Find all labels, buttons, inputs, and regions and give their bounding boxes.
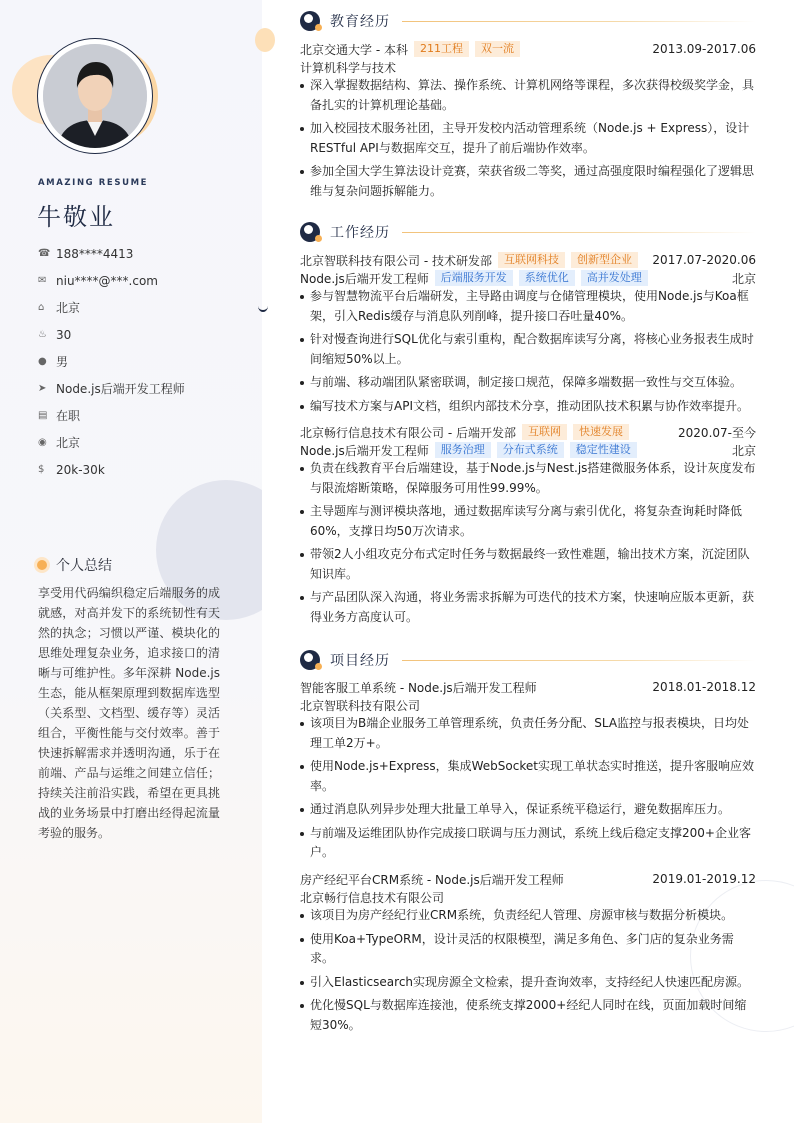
project-company: 北京智联科技有限公司 xyxy=(300,698,421,713)
project-row xyxy=(300,678,756,696)
location-row xyxy=(38,429,185,456)
tag: 后端服务开发 xyxy=(435,270,513,286)
home-text: 北京 xyxy=(56,301,81,315)
company-name: 北京畅行信息技术有限公司 - 后端开发部 xyxy=(300,425,516,440)
work-header xyxy=(300,222,756,242)
project-row xyxy=(300,870,756,888)
phone-row xyxy=(38,240,185,267)
education-title: 教育经历 xyxy=(330,14,390,30)
education-period: 2013.09-2017.06 xyxy=(652,42,756,56)
project-company: 北京畅行信息技术有限公司 xyxy=(300,890,445,905)
projects-title: 项目经历 xyxy=(330,653,390,669)
salary-row xyxy=(38,456,185,483)
job-city: 北京 xyxy=(731,271,756,286)
tag: 创新型企业 xyxy=(571,252,638,268)
decor-arc xyxy=(258,300,268,312)
job-period: 2017.07-2020.06 xyxy=(652,253,756,267)
location-text: 北京 xyxy=(56,436,81,450)
status-row xyxy=(38,402,185,429)
gender-icon: ● xyxy=(38,356,47,367)
tag: 双一流 xyxy=(475,41,520,57)
resume-tagline: AMAZING RESUME xyxy=(38,178,149,188)
project-period: 2019.01-2019.12 xyxy=(652,872,756,886)
major-row xyxy=(300,58,756,76)
project-period: 2018.01-2018.12 xyxy=(652,680,756,694)
summary-text: 享受用代码编织稳定后端服务的成就感，对高并发下的系统韧性有天然的执念；习惯以严谨、模块化的思维处理复杂业务，追求接口的清晰与可维护性。多年深耕 Node.js 生态，能从框架原理到数据库选型（关系型、文档型、缓存等）灵活组合，平衡性能与交付效率。善于快速拆解需求并透明沟通，乐于在前端、产品与运维之间建立信任；持续关注前沿实践，希望在更具挑战的业务场景中打磨出经得起流量考验的服务。 xyxy=(38,586,220,840)
age-icon: ♨ xyxy=(38,329,47,340)
avatar xyxy=(43,44,147,148)
position-icon: ➤ xyxy=(38,383,47,394)
project-bullets xyxy=(300,906,756,1039)
list-item: 优化慢SQL与数据库连接池，使系统支撑2000+经纪人同时在线，页面加载时间缩短30%。 xyxy=(300,996,756,1035)
list-item: 参加全国大学生算法设计竞赛，荣获省级二等奖，通过高强度限时编程强化了逻辑思维与复杂问题拆解能力。 xyxy=(300,162,756,201)
summary-title: 个人总结 xyxy=(56,558,112,574)
list-item: 与产品团队深入沟通，将业务需求拆解为可迭代的技术方案，快速响应版本更新，获得业务方高度认可。 xyxy=(300,588,756,627)
tag: 高并发处理 xyxy=(581,270,648,286)
summary-heading xyxy=(37,555,112,575)
school-name: 北京交通大学 - 本科 xyxy=(300,42,408,57)
list-item: 引入Elasticsearch实现房源全文检索，提升查询效率，支持经纪人快速匹配房源。 xyxy=(300,973,756,993)
job-period: 2020.07-至今 xyxy=(678,425,756,440)
job-role: Node.js后端开发工程师 xyxy=(300,271,429,286)
salary-text: 20k-30k xyxy=(56,462,105,477)
divider xyxy=(402,21,756,22)
section-icon xyxy=(300,650,320,670)
phone-text: 188****4413 xyxy=(56,246,134,261)
job-city: 北京 xyxy=(731,443,756,458)
job-role-row xyxy=(300,441,756,459)
bullet-dot-icon xyxy=(37,560,47,570)
tag: 互联网科技 xyxy=(498,252,565,268)
education-header xyxy=(300,11,756,31)
tag: 快速发展 xyxy=(573,424,629,440)
project-bullets xyxy=(300,714,756,867)
work-title: 工作经历 xyxy=(330,225,390,241)
list-item: 深入掌握数据结构、算法、操作系统、计算机网络等课程，多次获得校级奖学金，具备扎实的计算机理论基础。 xyxy=(300,76,756,115)
job-company-row xyxy=(300,251,756,269)
age-text: 30 xyxy=(56,327,72,342)
list-item: 使用Koa+TypeORM，设计灵活的权限模型，满足多角色、多门店的复杂业务需求。 xyxy=(300,930,756,969)
avatar-photo xyxy=(43,44,147,148)
list-item: 主导题库与测评模块落地，通过数据库读写分离与索引优化，将复杂查询耗时降低60%，支撑日均50万次请求。 xyxy=(300,502,756,541)
project-company-row xyxy=(300,696,756,714)
section-icon xyxy=(300,11,320,31)
list-item: 与前端、移动端团队紧密联调，制定接口规范，保障多端数据一致性与交互体验。 xyxy=(300,373,756,393)
list-item: 该项目为B端企业服务工单管理系统，负责任务分配、SLA监控与报表模块，日均处理工单2万+。 xyxy=(300,714,756,753)
tag: 互联网 xyxy=(522,424,567,440)
list-item: 该项目为房产经纪行业CRM系统，负责经纪人管理、房源审核与数据分析模块。 xyxy=(300,906,756,926)
major: 计算机科学与技术 xyxy=(300,60,397,75)
email-icon: ✉ xyxy=(38,275,47,286)
list-item: 负责在线教育平台后端建设，基于Node.js与Nest.js搭建微服务体系，设计灰度发布与限流熔断策略，保障服务可用性99.99%。 xyxy=(300,459,756,498)
tag: 211工程 xyxy=(414,41,469,57)
sidebar xyxy=(0,0,262,1123)
home-row xyxy=(38,294,185,321)
phone-icon: ☎ xyxy=(38,248,51,259)
job-company-row xyxy=(300,423,756,441)
education-bullets xyxy=(300,76,756,205)
email-text: niu****@***.com xyxy=(56,273,158,288)
projects-header xyxy=(300,650,756,670)
decor-circle xyxy=(255,28,275,52)
company-name: 北京智联科技有限公司 - 技术研发部 xyxy=(300,253,492,268)
job-bullets xyxy=(300,459,756,631)
project-name: 智能客服工单系统 - Node.js后端开发工程师 xyxy=(300,680,537,695)
location-icon: ◉ xyxy=(38,437,47,448)
list-item: 通过消息队列异步处理大批量工单导入，保证系统平稳运行，避免数据库压力。 xyxy=(300,800,756,820)
section-icon xyxy=(300,222,320,242)
list-item: 使用Node.js+Express，集成WebSocket实现工单状态实时推送，提升客服响应效率。 xyxy=(300,757,756,796)
divider xyxy=(402,660,756,661)
divider xyxy=(402,232,756,233)
list-item: 带领2人小组攻克分布式定时任务与数据最终一致性难题，输出技术方案，沉淀团队知识库。 xyxy=(300,545,756,584)
gender-row xyxy=(38,348,185,375)
list-item: 编写技术方案与API文档，组织内部技术分享，推动团队技术积累与协作效率提升。 xyxy=(300,397,756,417)
job-role: Node.js后端开发工程师 xyxy=(300,443,429,458)
status-text: 在职 xyxy=(56,409,81,423)
job-bullets xyxy=(300,287,756,420)
contact-info-list xyxy=(38,240,185,483)
list-item: 加入校园技术服务社团，主导开发校内活动管理系统（Node.js + Express），设计RESTful API与数据库交互，提升了前后端协作效率。 xyxy=(300,119,756,158)
status-icon: ▤ xyxy=(38,410,48,421)
home-icon: ⌂ xyxy=(38,302,45,313)
job-role-row xyxy=(300,269,756,287)
age-row xyxy=(38,321,185,348)
salary-icon: $ xyxy=(38,464,45,475)
tag: 系统优化 xyxy=(519,270,575,286)
list-item: 与前端及运维团队协作完成接口联调与压力测试，系统上线后稳定支撑200+企业客户。 xyxy=(300,824,756,863)
gender-text: 男 xyxy=(56,355,69,369)
list-item: 针对慢查询进行SQL优化与索引重构，配合数据库读写分离，将核心业务报表生成时间缩短50%以上。 xyxy=(300,330,756,369)
tag: 分布式系统 xyxy=(497,442,564,458)
tag: 稳定性建设 xyxy=(570,442,637,458)
email-row xyxy=(38,267,185,294)
project-company-row xyxy=(300,888,756,906)
list-item: 参与智慧物流平台后端研发，主导路由调度与仓储管理模块，使用Node.js与Koa框架，引入Redis缓存与消息队列削峰，提升接口吞吐量40%。 xyxy=(300,287,756,326)
person-name: 牛敬业 xyxy=(37,203,115,231)
position-row xyxy=(38,375,185,402)
project-name: 房产经纪平台CRM系统 - Node.js后端开发工程师 xyxy=(300,872,564,887)
position-text: Node.js后端开发工程师 xyxy=(56,382,185,396)
tag: 服务治理 xyxy=(435,442,491,458)
avatar-frame xyxy=(37,38,153,154)
education-row xyxy=(300,40,756,58)
